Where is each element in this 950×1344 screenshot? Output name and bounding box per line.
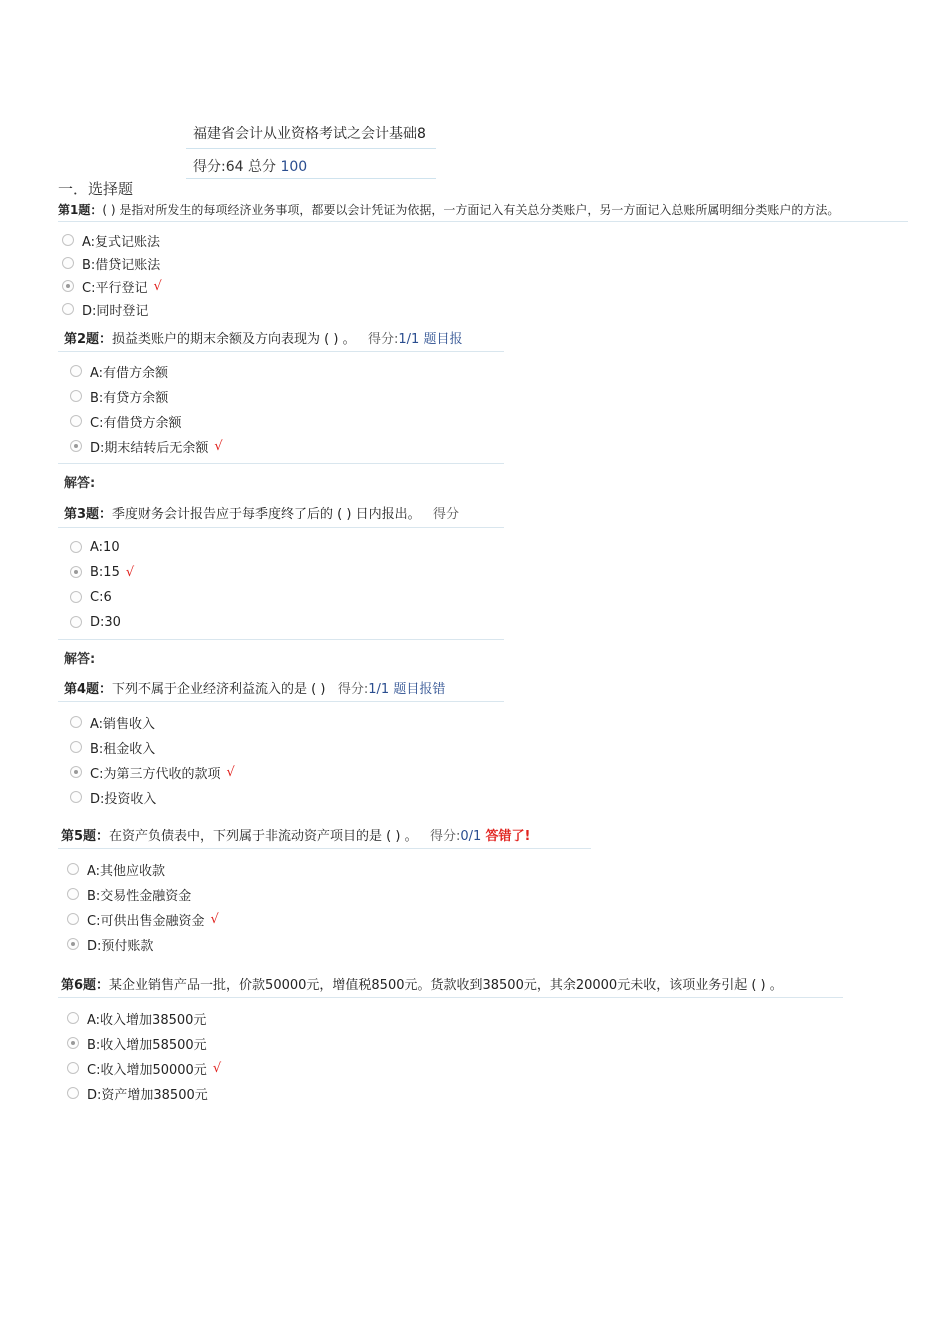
correct-check-icon: √ [212, 1060, 222, 1076]
question-1-options [62, 231, 162, 318]
radio-button[interactable] [70, 365, 82, 377]
radio-button[interactable] [70, 390, 82, 402]
option-label: A:其他应收款 [87, 863, 166, 879]
question-divider [58, 848, 591, 849]
option-b[interactable] [70, 738, 235, 756]
question-text: 损益类账户的期末余额及方向表现为 ( ) 。 [112, 332, 356, 347]
option-c[interactable] [70, 763, 235, 781]
option-b[interactable] [67, 885, 219, 903]
option-label: B:交易性金融资金 [87, 888, 192, 904]
option-c[interactable] [67, 1059, 221, 1077]
question-score: 得分:0/1 [430, 829, 482, 844]
radio-button[interactable] [62, 303, 74, 315]
option-c[interactable] [70, 412, 223, 430]
option-label: A:收入增加38500元 [87, 1012, 207, 1028]
total-score [193, 156, 307, 176]
radio-button[interactable] [67, 863, 79, 875]
option-d[interactable] [67, 1084, 221, 1102]
option-a[interactable] [67, 860, 219, 878]
option-c[interactable] [62, 277, 162, 295]
question-number: 第5题： [61, 829, 110, 844]
wrong-answer-badge: 答错了! [485, 829, 531, 844]
option-label: D:同时登记 [82, 303, 149, 319]
option-a[interactable] [70, 713, 235, 731]
option-label: B:有贷方余额 [90, 390, 169, 406]
question-6-options [67, 1009, 221, 1102]
option-label: D:资产增加38500元 [87, 1087, 208, 1103]
radio-button[interactable] [67, 913, 79, 925]
score-label: 得分: [193, 159, 226, 175]
question-number: 第6题： [61, 978, 110, 993]
option-b[interactable] [62, 254, 162, 272]
question-3-stem [64, 503, 504, 522]
question-number: 第4题： [64, 682, 113, 697]
question-divider [58, 701, 504, 702]
question-2-options [70, 362, 223, 455]
option-label: A:有借方余额 [90, 365, 169, 381]
option-label: D:30 [90, 614, 121, 630]
radio-button[interactable] [67, 1062, 79, 1074]
option-label: B:收入增加58500元 [87, 1037, 207, 1053]
question-divider [58, 221, 908, 222]
option-label: A:10 [90, 539, 120, 555]
option-label: A:复式记账法 [82, 234, 161, 250]
question-number: 第2题： [64, 332, 113, 347]
question-text: 季度财务会计报告应于每季度终了后的 ( ) 日内报出。 [112, 507, 421, 522]
question-number: 第1题： [58, 203, 103, 217]
radio-button[interactable] [67, 1012, 79, 1024]
radio-button[interactable] [67, 1087, 79, 1099]
total-label: 总分 [248, 159, 276, 175]
option-d[interactable] [70, 788, 235, 806]
option-label: C:为第三方代收的款项 [90, 766, 221, 782]
question-5-options [67, 860, 219, 953]
report-error-link[interactable]: 题目报 [423, 332, 463, 347]
radio-button-selected[interactable] [67, 1037, 79, 1049]
radio-button[interactable] [62, 234, 74, 246]
option-d[interactable] [70, 437, 223, 455]
radio-button[interactable] [70, 716, 82, 728]
question-score: 得分:1/1 [368, 332, 420, 347]
question-score: 得分:1/1 [337, 682, 390, 697]
answer-divider [58, 463, 504, 464]
question-number: 第3题： [64, 507, 113, 522]
question-1-stem [58, 201, 908, 218]
radio-button-selected[interactable] [70, 440, 82, 452]
option-c[interactable] [70, 588, 134, 606]
answer-label: 解答: [64, 652, 96, 667]
option-b[interactable] [67, 1034, 221, 1052]
correct-check-icon: √ [153, 278, 162, 294]
radio-button[interactable] [62, 257, 74, 269]
option-c[interactable] [67, 910, 219, 928]
question-text: 下列不属于企业经济利益流入的是 ( ) [112, 682, 326, 697]
question-3-options [70, 538, 134, 631]
question-5-stem [61, 825, 591, 844]
radio-button[interactable] [70, 415, 82, 427]
question-divider [58, 527, 504, 528]
question-text: ( ) 是指对所发生的每项经济业务事项，都要以会计凭证为依据，一方面记入有关总分类账户，另一方面记入总账所属明细分类账户的方法。 [102, 203, 840, 217]
question-6-stem [61, 974, 846, 993]
total-value: 100 [280, 159, 308, 175]
option-label: C:收入增加50000元 [87, 1062, 207, 1078]
option-label: B:租金收入 [90, 741, 156, 757]
option-b[interactable] [70, 563, 134, 581]
radio-button-selected[interactable] [70, 566, 82, 578]
option-label: C:有借贷方余额 [90, 415, 182, 431]
question-4-stem [64, 678, 504, 697]
question-2-stem [64, 328, 504, 347]
option-a[interactable] [70, 538, 134, 556]
option-a[interactable] [67, 1009, 221, 1027]
question-divider [58, 351, 504, 352]
option-label: B:借贷记账法 [82, 257, 161, 273]
option-d[interactable] [62, 300, 162, 318]
report-error-link[interactable]: 题目报错 [393, 682, 446, 697]
radio-button-selected[interactable] [67, 938, 79, 950]
page-title: 福建省会计从业资格考试之会计基础8 [193, 126, 426, 142]
question-4-options [70, 713, 235, 806]
radio-button[interactable] [67, 888, 79, 900]
score-divider [186, 178, 436, 179]
radio-button[interactable] [70, 541, 82, 553]
radio-button-selected[interactable] [70, 766, 82, 778]
question-score: 得分 [433, 507, 460, 522]
option-label: B:15 [90, 564, 120, 580]
option-a[interactable] [62, 231, 162, 249]
option-label: D:投资收入 [90, 791, 157, 807]
correct-check-icon: √ [226, 764, 235, 780]
radio-button-selected[interactable] [62, 280, 74, 292]
option-label: D:期末结转后无余额 [90, 440, 209, 456]
radio-button[interactable] [70, 616, 82, 628]
option-a[interactable] [70, 362, 223, 380]
section-heading: 一．选择题 [58, 180, 134, 198]
score-value: 64 [225, 159, 244, 175]
option-d[interactable] [67, 935, 219, 953]
correct-check-icon: √ [210, 911, 219, 927]
option-d[interactable] [70, 613, 134, 631]
correct-check-icon: √ [125, 564, 135, 580]
option-label: A:销售收入 [90, 716, 156, 732]
radio-button[interactable] [70, 741, 82, 753]
option-label: C:6 [90, 589, 112, 605]
question-text: 在资产负债表中，下列属于非流动资产项目的是 ( ) 。 [109, 829, 418, 844]
answer-divider [58, 639, 504, 640]
correct-check-icon: √ [214, 438, 223, 454]
radio-button[interactable] [70, 791, 82, 803]
title-divider [186, 148, 436, 149]
option-label: C:平行登记 [82, 280, 148, 296]
option-b[interactable] [70, 387, 223, 405]
option-label: C:可供出售金融资金 [87, 913, 205, 929]
option-label: D:预付账款 [87, 938, 154, 954]
question-text: 某企业销售产品一批，价款50000元，增值税8500元。货款收到38500元，其余20000元未收，该项业务引起 ( ) 。 [109, 978, 783, 993]
question-divider [58, 997, 843, 998]
radio-button[interactable] [70, 591, 82, 603]
answer-label: 解答: [64, 476, 96, 491]
